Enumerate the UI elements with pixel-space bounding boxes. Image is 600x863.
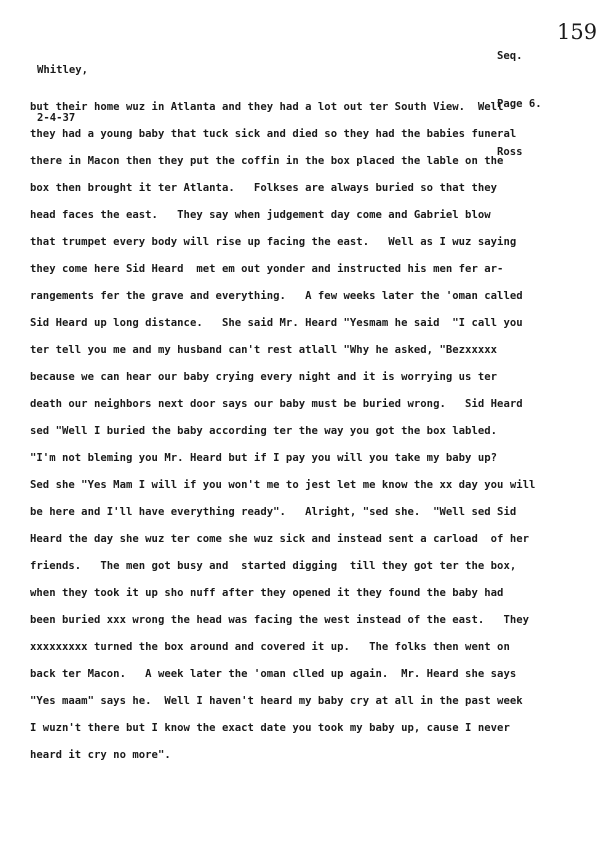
body-line: but their home wuz in Atlanta and they had a lot out ter South View. Well (30, 101, 504, 113)
body-line: there in Macon then they put the coffin in the box placed the lable on the (30, 155, 504, 167)
body-line: "I'm not bleming you Mr. Heard but if I pay you will you take my baby up? (30, 452, 498, 464)
body-line: box then brought it ter Atlanta. Folkses are always buried so that they (30, 182, 498, 194)
body-line: I wuzn't there but I know the exact date you took my baby up, cause I never (30, 722, 510, 734)
typed-body-text (30, 94, 590, 769)
body-line: Heard the day she wuz ter come she wuz sick and instead sent a carload of her (30, 533, 530, 545)
body-line: Sid Heard up long distance. She said Mr. Heard "Yesmam he said "I call you (30, 317, 523, 329)
header-author: Ross (497, 146, 523, 158)
header-interviewee: Whitley, (37, 64, 89, 76)
body-line: when they took it up sho nuff after they opened it they found the baby had (30, 587, 504, 599)
body-line: friends. The men got busy and started digging till they got ter the box, (30, 560, 517, 572)
body-line: they had a young baby that tuck sick and died so they had the babies funeral (30, 128, 517, 140)
body-line: xxxxxxxxx turned the box around and covered it up. The folks then went on (30, 641, 510, 653)
body-line: ter tell you me and my husband can't rest atlall "Why he asked, "Bezxxxxx (30, 344, 498, 356)
body-line: rangements fer the grave and everything. A few weeks later the 'oman called (30, 290, 523, 302)
body-line: heard it cry no more". (30, 749, 171, 761)
body-line: that trumpet every body will rise up facing the east. Well as I wuz saying (30, 236, 517, 248)
body-line: been buried xxx wrong the head was facing the west instead of the east. They (30, 614, 530, 626)
body-line: "Yes maam" says he. Well I haven't heard my baby cry at all in the past week (30, 695, 523, 707)
body-line: Sed she "Yes Mam I will if you won't me to jest let me know the xx day you will (30, 479, 536, 491)
body-line: head faces the east. They say when judgement day come and Gabriel blow (30, 209, 491, 221)
body-line: sed "Well I buried the baby according ter the way you got the box labled. (30, 425, 498, 437)
page-stamp-number: 159 (557, 20, 598, 44)
header-date: 2-4-37 (37, 112, 76, 124)
header-seq: Seq. (497, 50, 523, 62)
body-line: be here and I'll have everything ready". Alright, "sed she. "Well sed Sid (30, 506, 517, 518)
header-page: Page 6. (497, 98, 542, 110)
body-line: death our neighbors next door says our baby must be buried wrong. Sid Heard (30, 398, 523, 410)
body-line: they come here Sid Heard met em out yonder and instructed his men fer ar- (30, 263, 504, 275)
body-line: back ter Macon. A week later the 'oman clled up again. Mr. Heard she says (30, 668, 517, 680)
body-line: because we can hear our baby crying every night and it is worrying us ter (30, 371, 498, 383)
